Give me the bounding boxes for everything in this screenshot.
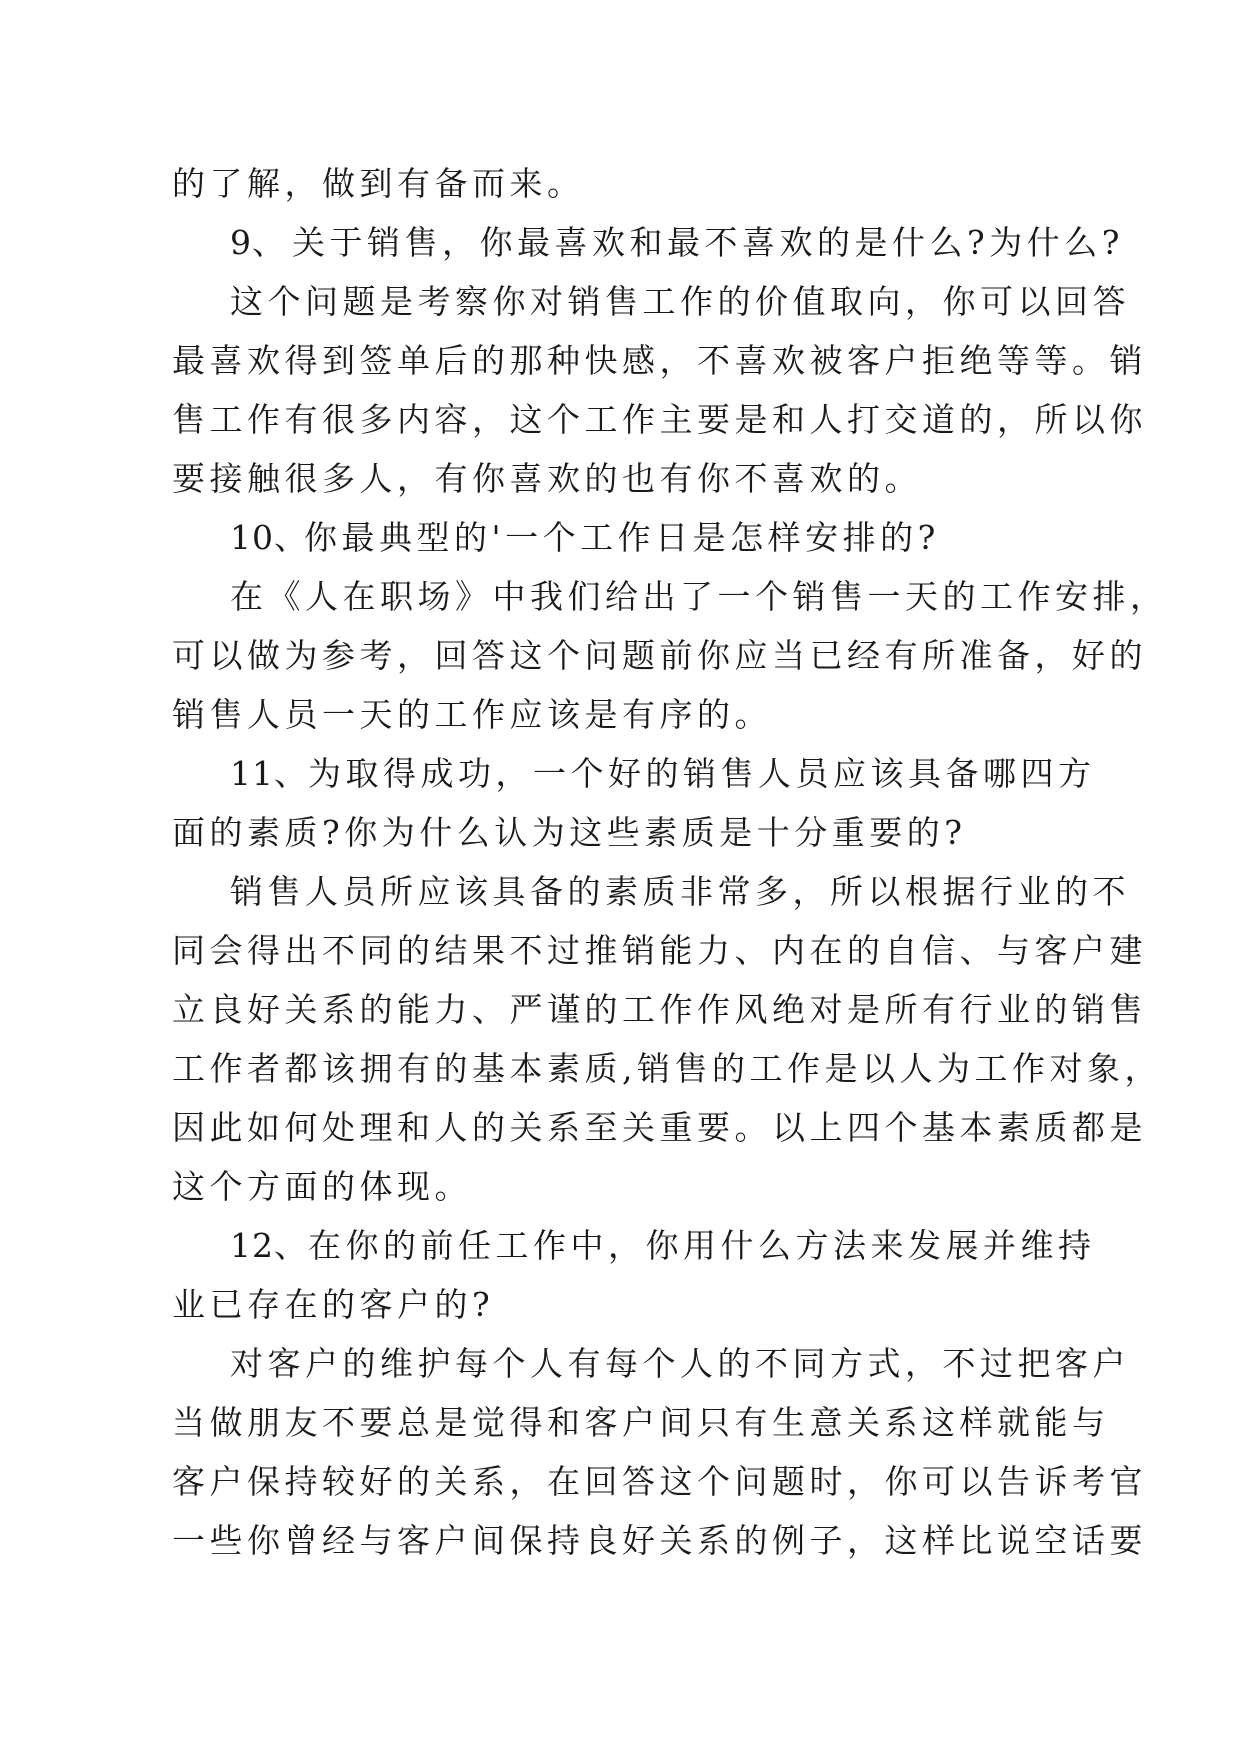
paragraph-text: 在《人在职场》中我们给出了一个销售一天的工作安排， <box>230 577 1168 616</box>
text-line <box>0 449 1241 509</box>
text-line <box>0 803 1241 863</box>
paragraph-text: 因此如何处理和人的关系至关重要。以上四个基本素质都是 <box>172 1108 1147 1147</box>
text-line <box>0 862 1241 922</box>
question-text: 在你的前任工作中，你用什么方法来发展并维持 <box>308 1226 1096 1265</box>
paragraph-text: 销售人员一天的工作应该是有序的。 <box>172 695 772 734</box>
text-line <box>0 1393 1241 1453</box>
paragraph-text: 销售人员所应该具备的素质非常多，所以根据行业的不 <box>230 872 1130 911</box>
question-number: 12、 <box>230 1226 308 1265</box>
text-line <box>0 1275 1241 1335</box>
text-line <box>0 1157 1241 1217</box>
question-heading <box>0 213 1241 273</box>
text-line <box>0 272 1241 332</box>
paragraph-text: 对客户的维护每个人有每个人的不同方式，不过把客户 <box>230 1344 1130 1383</box>
question-text: 关于销售，你最喜欢和最不喜欢的是什么?为什么? <box>292 223 1124 262</box>
question-heading <box>0 744 1241 804</box>
paragraph-text: 要接触很多人，有你喜欢的也有你不喜欢的。 <box>172 459 922 498</box>
question-number: 10、 <box>230 518 308 557</box>
paragraph-text: 同会得出不同的结果不过推销能力、内在的自信、与客户建 <box>172 931 1147 970</box>
question-text: 你最典型的'一个工作日是怎样安排的? <box>304 518 940 557</box>
paragraph-text: 当做朋友不要总是觉得和客户间只有生意关系这样就能与 <box>172 1403 1110 1442</box>
question-heading <box>0 508 1241 568</box>
paragraph-text: 这个问题是考察你对销售工作的价值取向，你可以回答 <box>230 282 1130 321</box>
text-line <box>0 1511 1241 1571</box>
text-line <box>0 1039 1241 1099</box>
paragraph-text: 售工作有很多内容，这个工作主要是和人打交道的，所以你 <box>172 400 1147 439</box>
text-line <box>0 567 1241 627</box>
paragraph-text: 最喜欢得到签单后的那种快感，不喜欢被客户拒绝等等。销 <box>172 341 1147 380</box>
text-line <box>0 331 1241 391</box>
paragraph-text: 客户保持较好的关系，在回答这个问题时，你可以告诉考官 <box>172 1462 1147 1501</box>
paragraph-text: 立良好关系的能力、严谨的工作作风绝对是所有行业的销售 <box>172 990 1147 1029</box>
text-line <box>0 1452 1241 1512</box>
text-line <box>0 980 1241 1040</box>
question-text: 为取得成功，一个好的销售人员应该具备哪四方 <box>308 754 1096 793</box>
question-text-continued: 面的素质?你为什么认为这些素质是十分重要的? <box>172 813 967 852</box>
paragraph-text: 一些你曾经与客户间保持良好关系的例子，这样比说空话要 <box>172 1521 1147 1560</box>
question-heading <box>0 1216 1241 1276</box>
question-number: 11、 <box>230 754 308 793</box>
question-number: 9、 <box>230 223 286 262</box>
question-text-continued: 业已存在的客户的? <box>172 1285 495 1324</box>
paragraph-text: 这个方面的体现。 <box>172 1167 472 1206</box>
text-line <box>0 1098 1241 1158</box>
text-line <box>0 685 1241 745</box>
text-line <box>0 921 1241 981</box>
paragraph-text: 工作者都该拥有的基本素质,销售的工作是以人为工作对象， <box>172 1049 1162 1088</box>
text-line <box>0 154 1241 214</box>
text-line <box>0 626 1241 686</box>
text-line <box>0 1334 1241 1394</box>
paragraph-text: 可以做为参考，回答这个问题前你应当已经有所准备，好的 <box>172 636 1147 675</box>
paragraph-text: 的了解，做到有备而来。 <box>172 164 585 203</box>
text-line <box>0 390 1241 450</box>
